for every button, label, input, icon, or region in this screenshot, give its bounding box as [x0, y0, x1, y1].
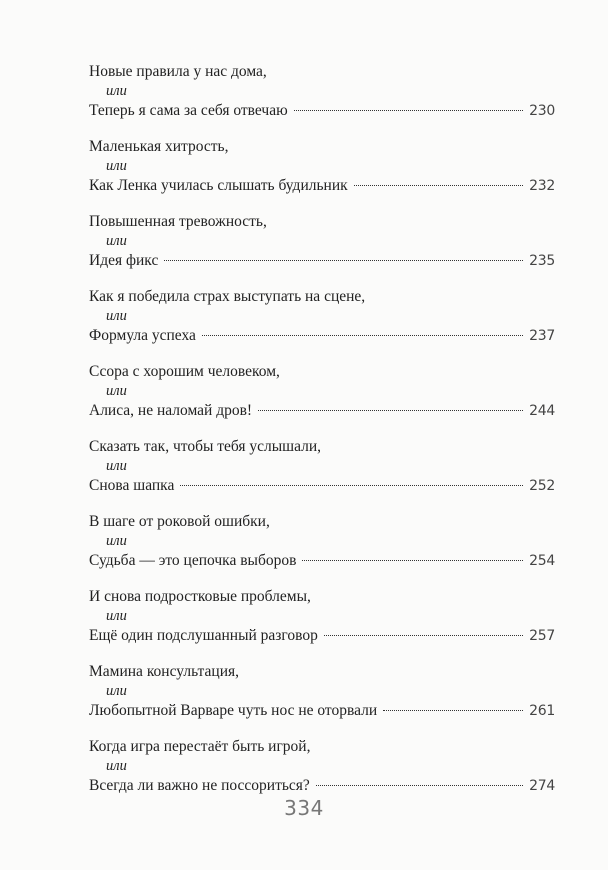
toc-entry-subrow: [89, 700, 555, 722]
toc-entry-subtitle: Идея фикс: [89, 252, 159, 269]
toc-entry-connector: или: [106, 83, 127, 99]
dot-leader: [354, 185, 524, 186]
toc-entry-page: 237: [529, 328, 555, 344]
toc-entry-title: Сказать так, чтобы тебя услышали,: [89, 438, 322, 455]
dot-leader: [202, 335, 523, 336]
toc-entry-subtitle: Формула успеха: [89, 327, 196, 344]
toc-entry-connector: или: [106, 758, 127, 774]
toc-entry-connector: или: [106, 533, 127, 549]
toc-entry: [89, 437, 555, 512]
table-of-contents: [89, 62, 555, 812]
toc-entry-page: 274: [529, 778, 555, 794]
dot-leader: [383, 710, 523, 711]
toc-entry-subrow: [89, 100, 555, 122]
toc-entry-title: В шаге от роковой ошибки,: [89, 513, 270, 530]
toc-entry-subtitle: Ещё один подслушанный разговор: [89, 627, 318, 644]
toc-entry-connector: или: [106, 158, 127, 174]
toc-entry-subrow: [89, 475, 555, 497]
toc-entry-subtitle: Снова шапка: [89, 477, 175, 494]
toc-entry-title: Повышенная тревожность,: [89, 213, 267, 230]
toc-entry-subtitle: Всегда ли важно не поссориться?: [89, 777, 310, 794]
dot-leader: [294, 110, 524, 111]
toc-entry: [89, 662, 555, 737]
dot-leader: [164, 260, 523, 261]
toc-entry: [89, 287, 555, 362]
toc-entry-page: 252: [529, 478, 555, 494]
toc-entry-subrow: [89, 775, 555, 797]
toc-entry: [89, 62, 555, 137]
toc-entry-page: 230: [529, 103, 555, 119]
toc-entry-subrow: [89, 325, 555, 347]
toc-entry-subrow: [89, 400, 555, 422]
dot-leader: [302, 560, 523, 561]
toc-entry-subrow: [89, 175, 555, 197]
toc-entry-connector: или: [106, 233, 127, 249]
dot-leader: [324, 635, 523, 636]
dot-leader: [180, 485, 523, 486]
toc-entry-page: 244: [529, 403, 555, 419]
toc-entry-title: Новые правила у нас дома,: [89, 63, 267, 80]
toc-entry-page: 261: [529, 703, 555, 719]
toc-entry-connector: или: [106, 683, 127, 699]
toc-entry-subrow: [89, 625, 555, 647]
toc-entry-subtitle: Теперь я сама за себя отвечаю: [89, 102, 288, 119]
toc-entry: [89, 137, 555, 212]
toc-entry-page: 254: [529, 553, 555, 569]
toc-entry: [89, 362, 555, 437]
toc-entry-connector: или: [106, 383, 127, 399]
toc-entry-subtitle: Любопытной Варваре чуть нос не оторвали: [89, 702, 378, 719]
dot-leader: [258, 410, 523, 411]
toc-entry-page: 235: [529, 253, 555, 269]
dot-leader: [316, 785, 523, 786]
toc-entry: [89, 212, 555, 287]
toc-entry-title: И снова подростковые проблемы,: [89, 588, 311, 605]
toc-entry-subtitle: Алиса, не наломай дров!: [89, 402, 253, 419]
toc-entry: [89, 512, 555, 587]
toc-entry-subrow: [89, 550, 555, 572]
toc-entry-title: Ссора с хорошим человеком,: [89, 363, 280, 380]
toc-entry-title: Мамина консультация,: [89, 663, 239, 680]
toc-entry-connector: или: [106, 608, 127, 624]
toc-entry-page: 257: [529, 628, 555, 644]
toc-entry-subtitle: Судьба — это цепочка выборов: [89, 552, 297, 569]
toc-entry-title: Как я победила страх выступать на сцене,: [89, 288, 366, 305]
toc-entry-page: 232: [529, 178, 555, 194]
toc-entry-connector: или: [106, 458, 127, 474]
toc-entry-title: Маленькая хитрость,: [89, 138, 229, 155]
page-number: 334: [284, 796, 324, 820]
toc-entry-subtitle: Как Ленка училась слышать будильник: [89, 177, 348, 194]
toc-entry-subrow: [89, 250, 555, 272]
toc-entry-title: Когда игра перестаёт быть игрой,: [89, 738, 311, 755]
toc-entry-connector: или: [106, 308, 127, 324]
toc-entry: [89, 587, 555, 662]
